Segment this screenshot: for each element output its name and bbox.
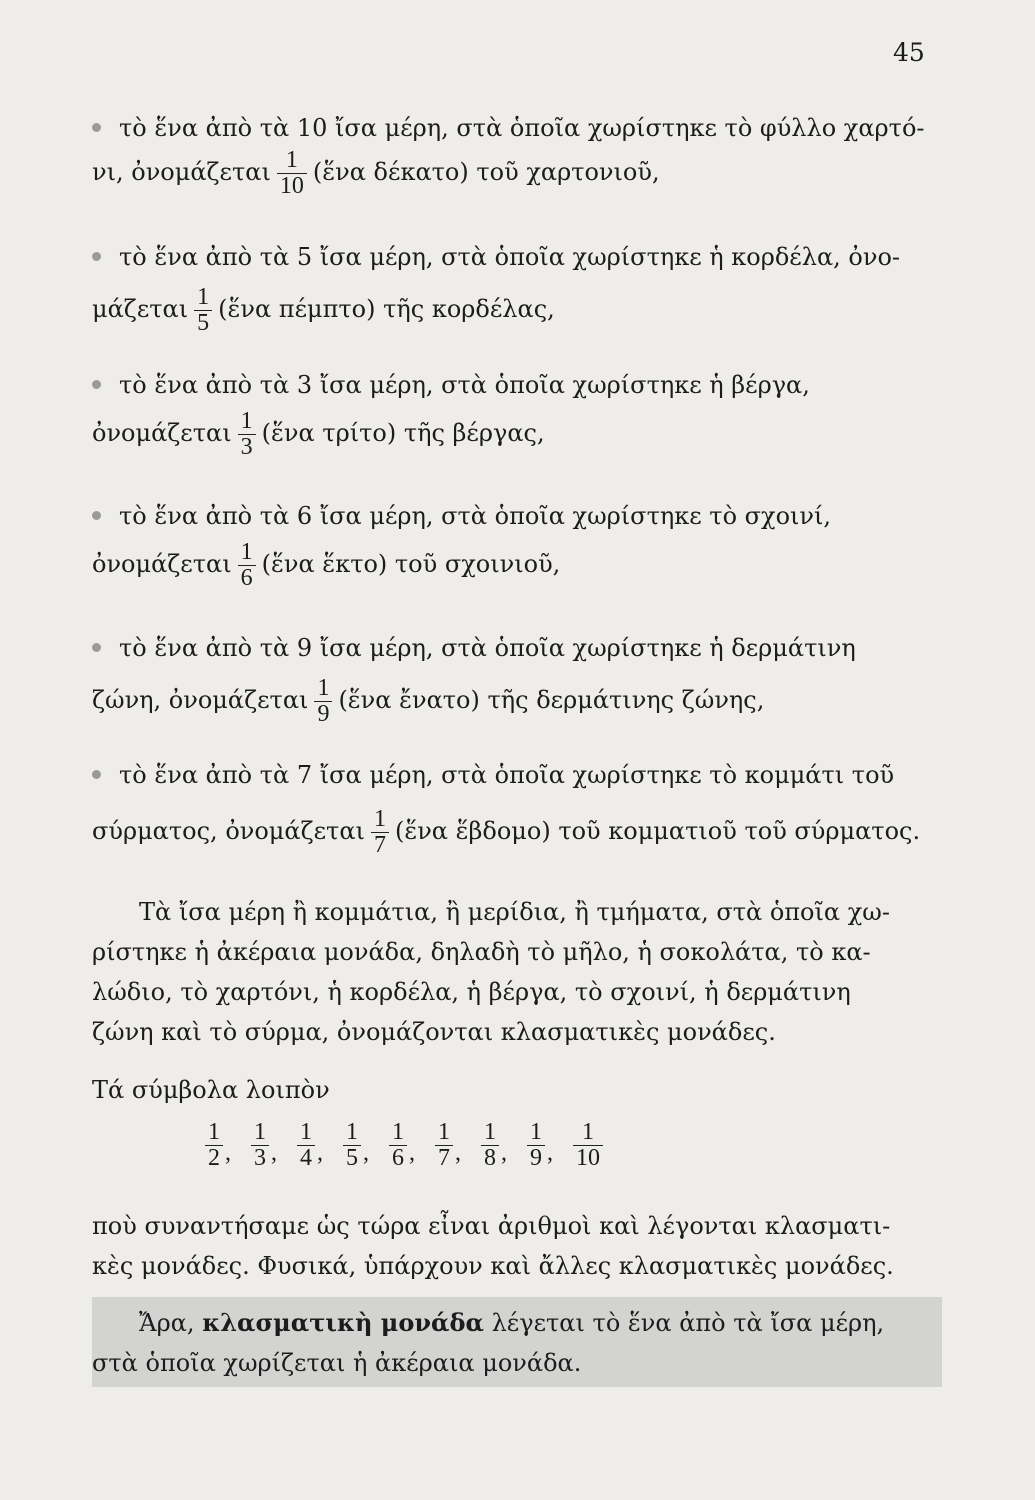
bullet-icon — [92, 643, 101, 652]
fraction-numerator: 1 — [197, 284, 210, 310]
fraction — [238, 409, 256, 460]
fraction-separator: , — [317, 1140, 323, 1167]
fraction-denominator: 7 — [435, 1145, 453, 1171]
definition-line-2: στὰ ὁποῖα χωρίζεται ἡ ἀκέραια μονάδα. — [92, 1349, 582, 1377]
fraction — [389, 1120, 407, 1171]
fraction-separator: , — [501, 1140, 507, 1167]
fraction-denominator: 9 — [527, 1145, 545, 1171]
fraction-denominator: 5 — [194, 310, 212, 336]
fraction-separator: , — [455, 1140, 461, 1167]
paragraph-line: Τὰ ἴσα μέρη ἢ κομμάτια, ἢ μερίδια, ἢ τμήματα, στὰ ὁποῖα χω- — [139, 898, 890, 926]
fraction-numerator: 1 — [208, 1119, 220, 1145]
list-item — [92, 628, 942, 727]
fraction-denominator: 6 — [389, 1145, 407, 1171]
fraction-numerator: 1 — [392, 1119, 404, 1145]
fraction-separator: , — [409, 1140, 415, 1167]
fraction-denominator: 3 — [238, 434, 256, 460]
paragraph-line: λώδιο, τὸ χαρτόνι, ἡ κορδέλα, ἡ βέργα, τὸ σχοινί, ἡ δερμάτινη — [92, 978, 851, 1006]
fraction — [205, 1120, 223, 1171]
fraction-numerator: 1 — [484, 1119, 496, 1145]
fraction-denominator: 3 — [251, 1145, 269, 1171]
fraction-separator: , — [225, 1140, 231, 1167]
fraction-denominator: 5 — [343, 1145, 361, 1171]
fraction-numerator: 1 — [530, 1119, 542, 1145]
item-line-start: νι, ὀνομάζεται — [92, 158, 271, 187]
item-line-end: (ἕνα δέκατο) τοῦ χαρτονιοῦ, — [312, 158, 660, 187]
item-line-start: ὀνομάζεται — [92, 419, 232, 448]
list-item — [92, 108, 942, 199]
fraction — [277, 148, 307, 199]
fraction-numerator: 1 — [438, 1119, 450, 1145]
fraction — [251, 1120, 269, 1171]
fraction — [371, 807, 389, 858]
paragraph-line: κὲς μονάδες. Φυσικά, ὑπάρχουν καὶ ἄλλες κλασματικὲς μονάδες. — [92, 1252, 894, 1280]
item-line: τὸ ἕνα ἀπὸ τὰ 7 ἴσα μέρη, στὰ ὁποῖα χωρίστηκε τὸ κομμάτι τοῦ — [119, 761, 895, 789]
item-line: τὸ ἕνα ἀπὸ τὰ 3 ἴσα μέρη, στὰ ὁποῖα χωρίστηκε ἡ βέργα, — [119, 371, 810, 399]
fraction-numerator: 1 — [582, 1119, 594, 1145]
item-line-start: ζώνη, ὀνομάζεται — [92, 686, 309, 715]
item-line-start: μάζεται — [92, 295, 189, 324]
definition-line — [92, 1303, 942, 1343]
fraction-separator: , — [271, 1140, 277, 1167]
fraction-symbols-row — [205, 1120, 825, 1171]
fraction-numerator: 1 — [373, 806, 386, 832]
item-line-end: (ἕνα ἔνατο) τῆς δερμάτινης ζώνης, — [338, 686, 765, 715]
fraction — [435, 1120, 453, 1171]
paragraph-line: ρίστηκε ἡ ἀκέραια μονάδα, δηλαδὴ τὸ μῆλο, ἡ σοκολάτα, τὸ κα- — [92, 938, 871, 966]
fraction-separator: , — [363, 1140, 369, 1167]
list-item — [92, 365, 942, 460]
bullet-icon — [92, 252, 101, 261]
definition-box — [92, 1297, 942, 1387]
fraction — [314, 676, 332, 727]
definition-term: κλασματικὴ μονάδα — [202, 1308, 484, 1337]
item-line-end: (ἕνα ἕβδομο) τοῦ κομματιοῦ τοῦ σύρματος. — [394, 817, 921, 846]
bullet-icon — [92, 511, 101, 520]
fraction-numerator: 1 — [346, 1119, 358, 1145]
fraction-numerator: 1 — [300, 1119, 312, 1145]
fraction-numerator: 1 — [240, 408, 253, 434]
fraction-numerator: 1 — [317, 675, 330, 701]
fraction — [481, 1120, 499, 1171]
item-line: τὸ ἕνα ἀπὸ τὰ 5 ἴσα μέρη, στὰ ὁποῖα χωρίστηκε ἡ κορδέλα, ὀνο- — [119, 243, 901, 271]
item-line-start: σύρματος, ὀνομάζεται — [92, 817, 365, 846]
bullet-icon — [92, 380, 101, 389]
fraction-denominator: 10 — [573, 1145, 603, 1171]
fraction-numerator: 1 — [254, 1119, 266, 1145]
fraction-separator: , — [547, 1140, 553, 1167]
fraction-denominator: 10 — [277, 173, 307, 199]
definition-post: λέγεται τὸ ἕνα ἀπὸ τὰ ἴσα μέρη, — [491, 1309, 885, 1337]
fraction — [194, 285, 212, 336]
item-line: τὸ ἕνα ἀπὸ τὰ 9 ἴσα μέρη, στὰ ὁποῖα χωρίστηκε ἡ δερμάτινη — [119, 634, 856, 662]
item-line: τὸ ἕνα ἀπὸ τὰ 6 ἴσα μέρη, στὰ ὁποῖα χωρίστηκε τὸ σχοινί, — [119, 502, 832, 530]
item-line-end: (ἕνα ἕκτο) τοῦ σχοινιοῦ, — [261, 550, 561, 579]
bullet-icon — [92, 123, 101, 132]
definition-pre: Ἄρα, — [139, 1309, 195, 1337]
item-line: τὸ ἕνα ἀπὸ τὰ 10 ἴσα μέρη, στὰ ὁποῖα χωρίστηκε τὸ φύλλο χαρτό- — [119, 114, 925, 142]
explanation-paragraph — [92, 1206, 942, 1286]
fraction — [527, 1120, 545, 1171]
fraction-denominator: 8 — [481, 1145, 499, 1171]
fraction-denominator: 7 — [371, 832, 389, 858]
symbols-intro-text: Τά σύμβολα λοιπὸν — [92, 1076, 330, 1104]
item-line-end: (ἕνα τρίτο) τῆς βέργας, — [261, 419, 545, 448]
symbols-intro — [92, 1070, 942, 1110]
item-line-end: (ἕνα πέμπτο) τῆς κορδέλας, — [218, 295, 555, 324]
fraction — [573, 1120, 603, 1171]
paragraph-line: ζώνη καὶ τὸ σύρμα, ὀνομάζονται κλασματικὲς μονάδες. — [92, 1018, 776, 1046]
page-number: 45 — [893, 38, 925, 67]
list-item — [92, 496, 942, 591]
fraction-numerator: 1 — [240, 539, 253, 565]
fraction-denominator: 2 — [205, 1145, 223, 1171]
list-item — [92, 237, 942, 336]
paragraph-line: ποὺ συναντήσαμε ὡς τώρα εἶναι ἀριθμοὶ καὶ λέγονται κλασματι- — [92, 1212, 891, 1240]
fraction — [297, 1120, 315, 1171]
definition-paragraph — [92, 892, 942, 1052]
fraction — [343, 1120, 361, 1171]
fraction — [238, 540, 256, 591]
fraction-denominator: 4 — [297, 1145, 315, 1171]
bullet-icon — [92, 770, 101, 779]
item-line-start: ὀνομάζεται — [92, 550, 232, 579]
fraction-denominator: 6 — [238, 565, 256, 591]
fraction-denominator: 9 — [314, 701, 332, 727]
list-item — [92, 755, 942, 858]
fraction-numerator: 1 — [285, 147, 298, 173]
